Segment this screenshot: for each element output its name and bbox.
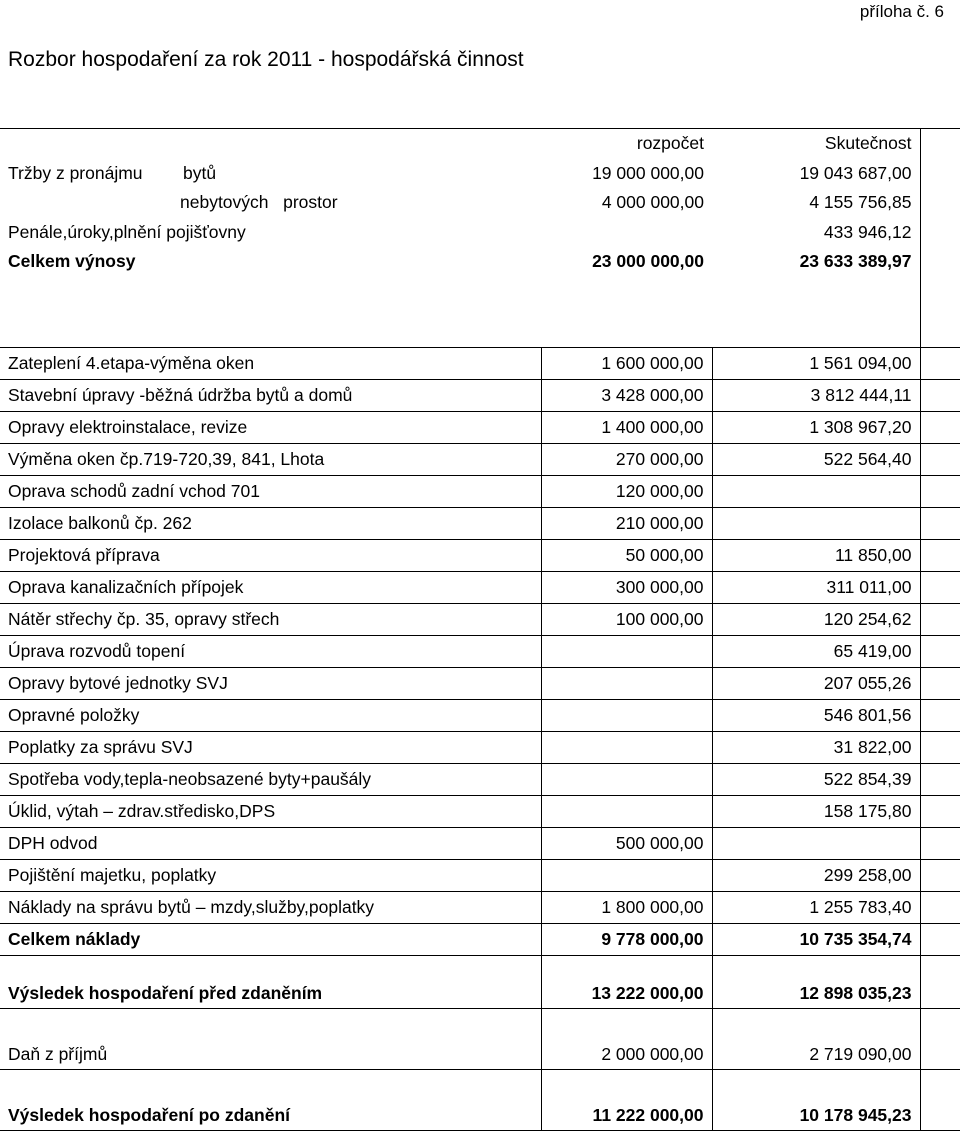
cost-row <box>0 572 960 604</box>
cost-actual: 65 419,00 <box>712 636 920 668</box>
revenue-budget <box>541 217 712 247</box>
cost-row <box>0 700 960 732</box>
cost-row <box>0 444 960 476</box>
cost-budget: 210 000,00 <box>541 508 712 540</box>
cost-label: Pojištění majetku, poplatky <box>0 860 541 892</box>
cost-row <box>0 412 960 444</box>
cost-budget <box>541 860 712 892</box>
cost-actual <box>712 508 920 540</box>
header-actual: Skutečnost <box>712 129 920 159</box>
cost-label: Nátěr střechy čp. 35, opravy střech <box>0 604 541 636</box>
revenue-total-actual: 23 633 389,97 <box>799 251 912 271</box>
result-before-tax-label: Výsledek hospodaření před zdaněním <box>0 956 541 1009</box>
cost-label: Spotřeba vody,tepla-neobsazené byty+paušály <box>0 764 541 796</box>
cost-row <box>0 540 960 572</box>
document-title: Rozbor hospodaření za rok 2011 - hospodářská činnost <box>8 48 524 71</box>
revenue-actual: 19 043 687,00 <box>799 163 912 183</box>
cost-row <box>0 764 960 796</box>
revenue-actual: 4 155 756,85 <box>809 192 912 212</box>
cost-budget <box>541 668 712 700</box>
cost-actual: 1 561 094,00 <box>712 348 920 380</box>
cost-total-budget: 9 778 000,00 <box>541 924 712 956</box>
cost-actual: 120 254,62 <box>712 604 920 636</box>
revenue-total-label: Celkem výnosy <box>8 251 136 271</box>
cost-total-actual: 10 735 354,74 <box>712 924 920 956</box>
cost-budget: 1 600 000,00 <box>541 348 712 380</box>
cost-actual: 299 258,00 <box>712 860 920 892</box>
revenue-budget: 4 000 000,00 <box>601 192 704 212</box>
cost-label: DPH odvod <box>0 828 541 860</box>
result-before-tax-actual: 12 898 035,23 <box>712 956 920 1009</box>
cost-budget: 1 400 000,00 <box>541 412 712 444</box>
revenue-sub-label: bytů <box>183 163 217 183</box>
cost-budget <box>541 636 712 668</box>
cost-actual: 11 850,00 <box>712 540 920 572</box>
cost-row <box>0 508 960 540</box>
cost-label: Oprava schodů zadní vchod 701 <box>0 476 541 508</box>
attachment-label: příloha č. 6 <box>859 2 944 21</box>
cost-actual <box>712 476 920 508</box>
cost-actual: 31 822,00 <box>712 732 920 764</box>
revenue-row <box>0 158 960 188</box>
result-before-tax-row <box>0 956 960 1009</box>
costs-body <box>0 348 960 1131</box>
cost-row <box>0 380 960 412</box>
result-after-tax-actual: 10 178 945,23 <box>712 1070 920 1131</box>
cost-budget: 120 000,00 <box>541 476 712 508</box>
cost-actual: 3 812 444,11 <box>712 380 920 412</box>
cost-label: Úklid, výtah – zdrav.středisko,DPS <box>0 796 541 828</box>
cost-label: Opravné položky <box>0 700 541 732</box>
cost-row <box>0 860 960 892</box>
cost-row <box>0 348 960 380</box>
financial-table <box>0 128 960 1131</box>
cost-row <box>0 604 960 636</box>
income-tax-label: Daň z příjmů <box>0 1009 541 1070</box>
cost-budget: 1 800 000,00 <box>541 892 712 924</box>
cost-actual: 1 308 967,20 <box>712 412 920 444</box>
result-after-tax-budget: 11 222 000,00 <box>541 1070 712 1131</box>
result-before-tax-budget: 13 222 000,00 <box>541 956 712 1009</box>
cost-budget <box>541 796 712 828</box>
cost-total-row <box>0 924 960 956</box>
income-tax-budget: 2 000 000,00 <box>541 1009 712 1070</box>
cost-budget <box>541 732 712 764</box>
cost-label: Poplatky za správu SVJ <box>0 732 541 764</box>
cost-label: Opravy elektroinstalace, revize <box>0 412 541 444</box>
cost-label: Náklady na správu bytů – mzdy,služby,poplatky <box>0 892 541 924</box>
revenue-label: Penále,úroky,plnění pojišťovny <box>8 222 246 242</box>
cost-label: Zateplení 4.etapa-výměna oken <box>0 348 541 380</box>
revenue-actual: 433 946,12 <box>823 222 912 242</box>
cost-budget <box>541 700 712 732</box>
cost-row <box>0 668 960 700</box>
cost-row <box>0 828 960 860</box>
spacer-row <box>0 276 960 320</box>
cost-actual: 1 255 783,40 <box>712 892 920 924</box>
cost-actual: 546 801,56 <box>712 700 920 732</box>
cost-label: Úprava rozvodů topení <box>0 636 541 668</box>
income-tax-actual: 2 719 090,00 <box>712 1009 920 1070</box>
cost-budget: 100 000,00 <box>541 604 712 636</box>
income-tax-row <box>0 1009 960 1070</box>
cost-label: Výměna oken čp.719-720,39, 841, Lhota <box>0 444 541 476</box>
cost-actual: 522 854,39 <box>712 764 920 796</box>
cost-row <box>0 732 960 764</box>
cost-row <box>0 476 960 508</box>
header-budget: rozpočet <box>541 129 712 159</box>
revenue-budget: 19 000 000,00 <box>592 163 704 183</box>
cost-budget: 300 000,00 <box>541 572 712 604</box>
revenue-sub-label: nebytových prostor <box>180 192 338 212</box>
cost-total-label: Celkem náklady <box>0 924 541 956</box>
cost-actual: 311 011,00 <box>712 572 920 604</box>
cost-label: Projektová příprava <box>0 540 541 572</box>
cost-label: Oprava kanalizačních přípojek <box>0 572 541 604</box>
cost-actual: 522 564,40 <box>712 444 920 476</box>
cost-budget: 50 000,00 <box>541 540 712 572</box>
spacer-row <box>0 320 960 348</box>
cost-actual <box>712 828 920 860</box>
result-after-tax-row <box>0 1070 960 1131</box>
cost-budget <box>541 764 712 796</box>
revenue-row <box>0 188 960 217</box>
cost-label: Opravy bytové jednotky SVJ <box>0 668 541 700</box>
cost-actual: 207 055,26 <box>712 668 920 700</box>
cost-label: Izolace balkonů čp. 262 <box>0 508 541 540</box>
cost-budget: 3 428 000,00 <box>541 380 712 412</box>
cost-row <box>0 796 960 828</box>
revenue-total-budget: 23 000 000,00 <box>592 251 704 271</box>
cost-actual: 158 175,80 <box>712 796 920 828</box>
revenue-row <box>0 217 960 247</box>
cost-row <box>0 892 960 924</box>
header-row <box>0 129 960 159</box>
rent-label: Tržby z pronájmu <box>8 163 143 183</box>
cost-budget: 500 000,00 <box>541 828 712 860</box>
cost-label: Stavební úpravy -běžná údržba bytů a domů <box>0 380 541 412</box>
cost-row <box>0 636 960 668</box>
cost-budget: 270 000,00 <box>541 444 712 476</box>
result-after-tax-label: Výsledek hospodaření po zdanění <box>0 1070 541 1131</box>
revenue-total-row <box>0 247 960 276</box>
